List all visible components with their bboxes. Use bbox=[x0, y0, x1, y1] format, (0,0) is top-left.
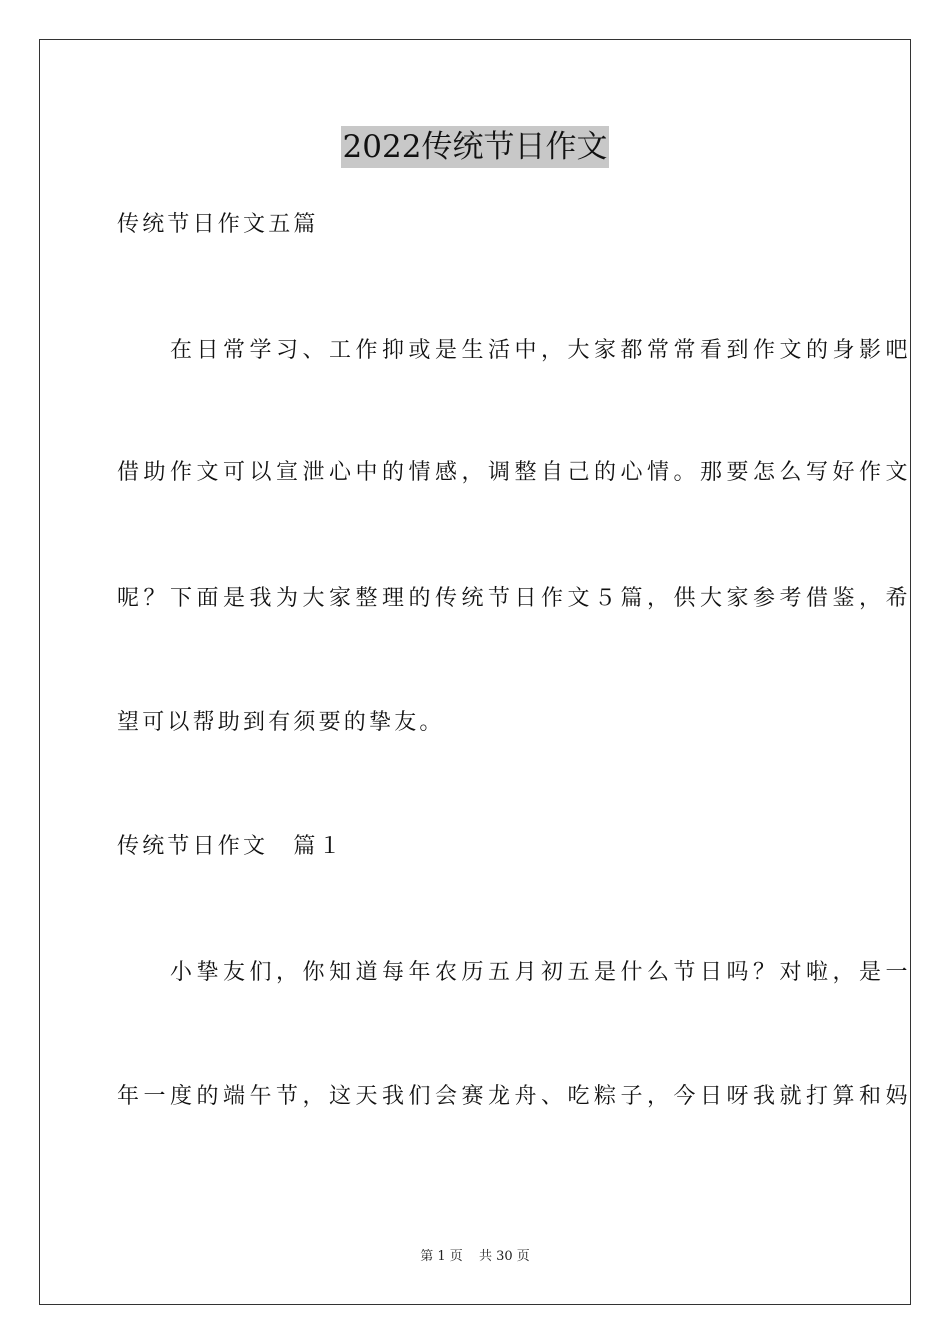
title-container bbox=[0, 126, 950, 168]
paragraph-line: 在日常学习、工作抑或是生活中，大家都常常看到作文的身影吧 bbox=[117, 338, 913, 363]
paragraph-line: 小挚友们，你知道每年农历五月初五是什么节日吗？对啦，是一 bbox=[117, 960, 913, 985]
paragraph-line: 年一度的端午节，这天我们会赛龙舟、吃粽子，今日呀我就打算和妈 bbox=[117, 1084, 913, 1109]
paragraph-line: 借助作文可以宣泄心中的情感，调整自己的心情。那要怎么写好作文 bbox=[117, 460, 913, 485]
page-footer bbox=[0, 1248, 950, 1266]
document-title: 2022传统节日作文 bbox=[341, 126, 610, 168]
paragraph-line: 望可以帮助到有须要的挚友。 bbox=[117, 710, 445, 735]
page-total: 共 30 页 bbox=[478, 1249, 530, 1264]
document-subtitle: 传统节日作文五篇 bbox=[117, 212, 319, 237]
paragraph-line: 呢？下面是我为大家整理的传统节日作文５篇，供大家参考借鉴，希 bbox=[117, 586, 913, 611]
page-number: 第 1 页 bbox=[420, 1249, 463, 1264]
section-heading: 传统节日作文 篇１ bbox=[117, 834, 344, 859]
